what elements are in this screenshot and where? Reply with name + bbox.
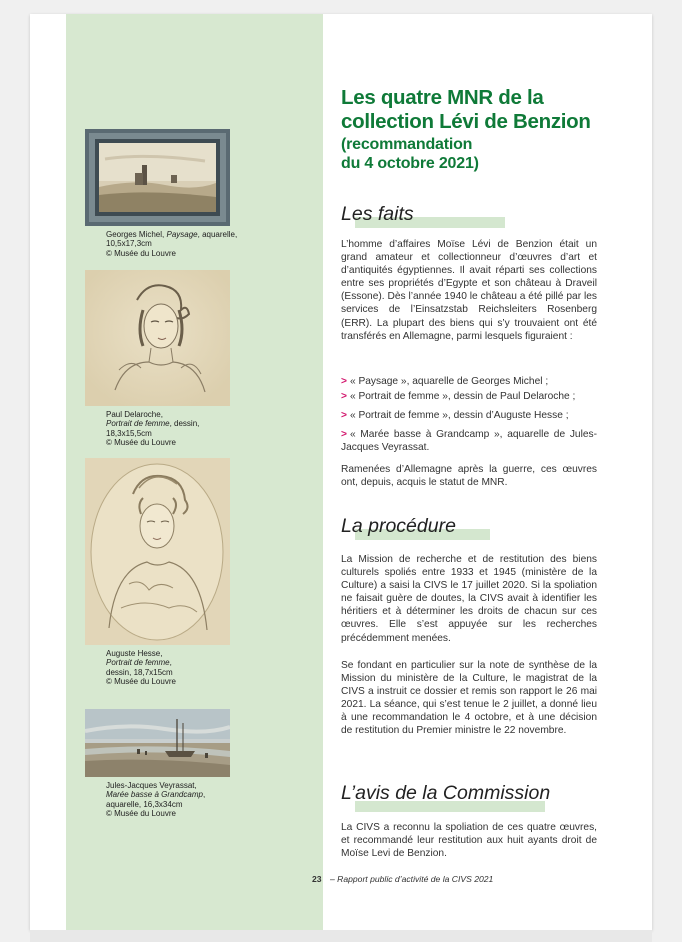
heading-les-faits: Les faits [341, 203, 414, 225]
caption-dims: 10,5x17,3cm [106, 239, 152, 249]
caption-artist: Georges Michel, [106, 230, 165, 239]
heading-la-procedure: La procédure [341, 515, 456, 537]
artwork-paysage-caption [106, 230, 266, 258]
caption-dims: aquarelle, 16,3x34cm [106, 799, 183, 809]
artwork-delaroche-image [85, 270, 230, 406]
artwork-hesse-image [85, 458, 230, 645]
caption-medium: , dessin, [169, 419, 200, 429]
procedure-paragraph-2: Se fondant en particulier sur la note de synthèse de la Mission du ministère de la Culture, le magistrat de la CIVS a instruit ce dossier et remis son rapport le 26 mai 2021. La séance, qui s’est tenue le 2 juillet, a donné lieu à une recommandation le 4 octobre, et à une décision de restitution du Premier ministre le 22 novembre. [341, 660, 597, 737]
subtitle-line2: du 4 octobre 2021) [341, 155, 479, 172]
caption-artist: Paul Delaroche, [106, 410, 163, 419]
faits-paragraph: L’homme d’affaires Moïse Lévi de Benzion était un grand amateur et collectionneur d’œuvres d’art et d’antiquités égyptiennes. Il avait réparti ses collections entre ses propriétés d’Egypte et son château à Draveil (Essone). Dès l’année 1940 le château a été pillé par les services de l’Einsatzstab Reichsleiters Rosenberg (ERR). La plupart des biens qui s’y trouvaient ont été transférés en Allemagne, parmi lesquels figuraient : [341, 239, 597, 342]
caption-medium: , aquarelle, [197, 230, 238, 239]
document-page [30, 14, 652, 930]
caption-title: Portrait de femme [106, 419, 170, 429]
caption-credit: © Musée du Louvre [106, 248, 176, 258]
arrow-icon: > [341, 391, 347, 402]
caption-dims: dessin, 18,7x15cm [106, 667, 173, 677]
bullet-item [341, 390, 597, 403]
artwork-veyrassat-image [85, 709, 230, 777]
caption-credit: © Musée du Louvre [106, 437, 176, 447]
bullet-item [341, 409, 597, 422]
caption-artist: Auguste Hesse, [106, 649, 163, 658]
caption-medium: , [202, 790, 206, 800]
caption-credit: © Musée du Louvre [106, 808, 176, 818]
caption-artist: Jules-Jacques Veyrassat, [106, 781, 197, 790]
artwork-delaroche-caption [106, 410, 266, 447]
viewer-bottom-edge [30, 930, 652, 942]
caption-credit: © Musée du Louvre [106, 676, 176, 686]
bullet-item [341, 375, 597, 388]
bullet-text: « Portrait de femme », dessin d’Auguste Hesse ; [349, 410, 569, 421]
artwork-paysage-image [85, 129, 230, 226]
arrow-icon: > [341, 376, 347, 387]
bullet-item [341, 428, 597, 454]
arrow-icon: > [341, 429, 347, 440]
caption-title: Marée basse à Grandcamp [106, 790, 203, 800]
page-number: 23 [312, 874, 322, 884]
artwork-hesse-caption [106, 649, 266, 686]
bullet-text: « Paysage », aquarelle de Georges Michel ; [349, 376, 549, 387]
heading-avis-commission: L’avis de la Commission [341, 782, 551, 804]
caption-dims: 18,3x15,5cm [106, 428, 152, 438]
caption-medium: , [169, 658, 172, 668]
footer-text: – Rapport public d’activité de la CIVS 2021 [329, 874, 494, 884]
bullet-text: « Marée basse à Grandcamp », aquarelle de Jules-Jacques Veyrassat. [341, 429, 597, 454]
faits-closing: Ramenées d’Allemagne après la guerre, ces œuvres ont, depuis, acquis le statut de MNR. [341, 464, 597, 489]
procedure-paragraph-1: La Mission de recherche et de restitution des biens culturels spoliés entre 1933 et 1945 (ministère de la Culture) a saisi la CIVS le 17 juillet 2020. Si la spoliation ne faisait guère de doutes, la CIVS avait à identifier les héritiers et à déterminer les droits de chacun sur ces œuvres. Elle s’est appuyée sur les recherches précédemment menées. [341, 554, 597, 644]
avis-paragraph: La CIVS a reconnu la spoliation de ces quatre œuvres, et recommandé leur restitution aux huit ayants droit de Moïse Levi de Benzion. [341, 822, 597, 860]
subtitle-line1: (recommandation [341, 136, 473, 153]
caption-title: Paysage [166, 230, 198, 239]
page-footer [312, 874, 493, 884]
bullet-text: « Portrait de femme », dessin de Paul Delaroche ; [349, 391, 576, 402]
caption-title: Portrait de femme [106, 658, 170, 668]
arrow-icon: > [341, 410, 347, 421]
page-title: Les quatre MNR de la collection Lévi de Benzion [341, 86, 591, 133]
page-subtitle [341, 135, 641, 173]
artwork-veyrassat-caption [106, 781, 266, 818]
